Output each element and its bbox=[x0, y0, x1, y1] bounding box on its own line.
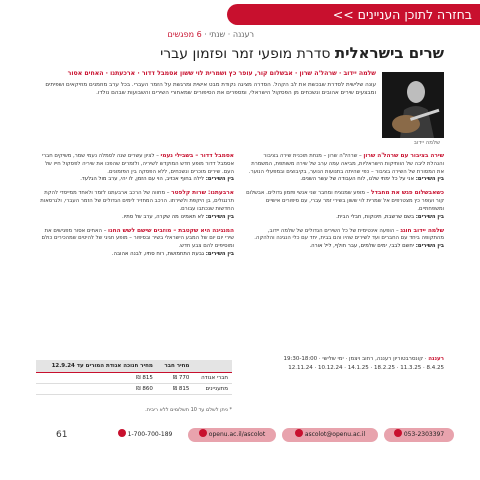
event-songs: בשם שרשבת, תינוקות, חבלי הבית. bbox=[336, 213, 415, 220]
schedule-venue: · קונסרבטוריון רעננה, רחוב ויצמן · ימי שלישי · 19:30-18:00 bbox=[283, 356, 427, 362]
intro-section bbox=[36, 70, 376, 97]
performer-photo bbox=[382, 72, 444, 138]
price-cell: חברי אגודה bbox=[193, 373, 232, 384]
back-arrows-icon: >> bbox=[332, 7, 354, 22]
price-col-header: מחיר חנוכה אגודת המורים עד 12.9.24 bbox=[36, 360, 157, 373]
phone-alt: 1-700-700-189 bbox=[127, 431, 173, 438]
whatsapp-icon bbox=[394, 429, 402, 437]
event-body: האחים אסור מפגישים את שירי יום יום של המבע הישראלי בשיר ובסיפור – מופע חגיגי של להיטים שמהכירים כולם ומוסיפים להם צבע חדש. bbox=[41, 227, 234, 250]
event-title: ארבעתנו: שרות קלפטר bbox=[171, 190, 234, 197]
price-cell: 770 ₪ bbox=[157, 373, 194, 384]
website-url: openu.ac.il/ascolot bbox=[208, 431, 266, 438]
price-col-header bbox=[193, 360, 232, 373]
event-item: כשאבשלום פגש את מחבדל – מופע שמנציח ומחבר שני אנשי פזמון גדולים. אבשלום קור ועופר כץ מצטרפים אל שמרית לוי ששון בשירי זמר עברי, עם סיפורים אישיים ומשפחתיים. בין השירים: בשם שרשבת, תינוקות, חבלי הבית. bbox=[246, 190, 444, 220]
back-to-toc-button[interactable] bbox=[227, 4, 480, 25]
table-row bbox=[36, 373, 232, 384]
event-title: אסמבל דדור – בשבילי נעמי bbox=[160, 153, 234, 159]
phone-main: 053-2303397 bbox=[403, 431, 445, 438]
event-item: אסמבל דדור – בשבילי נעמי – לציון עשרים שנה לסמלה נעמי שמר, משיקים חברי אסמבל דדור מופע חדש המוקדש לשיריה, ולזמרים שהפכו את שיריה לפסקול חייו של העם. שירים מוכרים ונשכחים, ללא הפסקה בין הפזמונים. בין השירים: לילה בחוף אכזיב, הוי עם הזמן, לו יהי, ערב מול הגלעד. bbox=[41, 153, 234, 183]
performers-list: שלמה יידוב · שרהל'ה שרון · אבשלום קור, עופר כץ ושמרית לוי ששון אסמבל דדור · ארכעתנו · האחים אסור bbox=[67, 70, 376, 77]
website-link[interactable] bbox=[188, 428, 276, 442]
schedule-city: רעננה bbox=[428, 356, 444, 362]
schedule-dates: 8.4.25 · 11.3.25 · 18.2.25 · 14.1.25 · 10.12.24 · 12.11.24 bbox=[288, 364, 444, 371]
event-songs-label: בין השירים: bbox=[415, 176, 444, 183]
event-songs: גבעת התחמושת, רוח סתיו, לבנה אהובה. bbox=[111, 251, 205, 258]
event-body: מחווה של הרכב ארבעתנו לזמר ולאחד ממייסדי להקת תרנגולים, בן היקפת ולשירתו. הרכב המחזיר לימים הגדולים של הזמר העברי, ולגרסאות החדשות שנכתבו עבורם. bbox=[40, 190, 234, 212]
intro-text: עונה שלישית לסדרת שבכשת את לב הקהל. הסדרה מציגה נקודת מבט אישית ומרגשת על הזמר העברי. בכל ערב מוזמנים מוזיקאים ושפיתים ומבצעים שירים אהובים ונשכחים מן הפסקול הישראלי, ומספרים את הסיפורים שמאחורי השירים והשבועות שבהם נולדו. bbox=[45, 81, 376, 97]
price-cell: 860 ₪ bbox=[36, 384, 157, 395]
price-note: * ניתן לשלם עד 10 תשלומים ללא ריבית. bbox=[145, 407, 232, 413]
schedule-block bbox=[244, 355, 444, 373]
series-count: 6 מפגשים bbox=[167, 30, 202, 39]
event-songs: לא תאמינו מה שקרה, ערב של סתיו. bbox=[121, 213, 205, 220]
event-songs-label: בין השירים: bbox=[205, 251, 234, 258]
price-table bbox=[36, 360, 232, 395]
events-column-left bbox=[36, 152, 234, 264]
series-tag bbox=[168, 30, 254, 39]
price-table-header bbox=[36, 360, 232, 373]
photo-caption: שלמה יידוב bbox=[413, 140, 440, 146]
phone-icon bbox=[118, 429, 126, 437]
event-songs: לילה בחוף אכזיב, הוי עם הזמן, לו יהי, ערב מול הגלעד. bbox=[80, 176, 205, 183]
event-body: שרהל'ה שרון – מנחת תוכנית שירה בציבור והנהלת ליבה של הוותיקות הישראליות, מביאה עמה ערב של שירה משותפת, המשמרת את המסורת של השירה בציבור – כפי שהיתה בתנועות הנוער, בקיבוצים ובמפעלי הנוער. bbox=[248, 153, 444, 175]
phone-alt-link[interactable] bbox=[108, 428, 182, 442]
series-location: רעננה · שנתי · bbox=[204, 30, 254, 39]
event-title: שירה בציבור עם שרהל'ה שרון bbox=[363, 153, 444, 159]
email-link[interactable] bbox=[282, 428, 378, 442]
event-body: מופע שמנציח ומחבר שני אנשי פזמון גדולים. אבשלום קור ועופר כץ מצטרפים אל שמרית לוי ששון בשירי זמר עברי, עם סיפורים אישיים ומשפחתיים. bbox=[246, 190, 444, 212]
event-title: המנגינה היא שקטבת – מוזבים שישם לשש החנו bbox=[108, 227, 234, 234]
event-songs-label: בין השירים: bbox=[415, 243, 444, 250]
guitarist-image bbox=[382, 72, 444, 138]
event-songs-label: בין השירים: bbox=[415, 213, 444, 220]
event-body: לציון עשרים שנה לסמלה נעמי שמר, משיקים חברי אסמבל דדור מופע חדש המוקדש לשיריה, ולזמרים שהפכו את שיריה לפסקול חייו של העם. שירים מוכרים ונשכחים, ללא הפסקה בין הפזמונים. bbox=[41, 153, 234, 175]
event-songs: יחשם לבבי, ימים שלמים, עבר חולף, ליל אורה. bbox=[309, 243, 415, 250]
page-number: 61 bbox=[56, 430, 68, 440]
page-title-rest: סדרת מופעי זמר ופזמון עברי bbox=[160, 46, 335, 62]
table-row bbox=[36, 384, 232, 395]
globe-icon bbox=[199, 429, 207, 437]
event-body: הופעה אינטימית של כל השירים הגדולים של שלמה יידוב, מהתקופה ביחד עם החברים ועד לשירים שהיו והם בבית, יחד עם כלי הנגינה והלהקה. bbox=[254, 227, 444, 242]
event-title: שלמה יידוב חוגג bbox=[400, 227, 444, 234]
event-item: המנגינה היא שקטבת – מוזבים שישם לשש החנו – האחים אסור מפגישים את שירי יום יום של המבע הישראלי בשיר ובסיפור – מופע חגיגי של להיטים שמהכירים כולם ומוסיפים להם צבע חדש. בין השירים: גבעת התחמושת, רוח סתיו, לבנה אהובה. bbox=[41, 227, 234, 258]
price-cell: 815 ₪ bbox=[157, 384, 194, 395]
price-cell: 815 ₪ bbox=[36, 373, 157, 384]
back-to-toc-label: בחזרה לתוכן העניינים bbox=[357, 7, 472, 22]
event-songs-label: בין השירים: bbox=[205, 176, 234, 183]
page-title-bold: שרים בישראלית bbox=[334, 44, 444, 62]
email-address: ascolot@openu.ac.il bbox=[304, 431, 366, 438]
page-title bbox=[160, 44, 444, 62]
event-item: שלמה יידוב חוגג – הופעה אינטימית של כל השירים הגדולים של שלמה יידוב, מהתקופה ביחד עם החברים ועד לשירים שהיו והם בבית, יחד עם כלי הנגינה והלהקה. בין השירים: יחשם לבבי, ימים שלמים, עבר חולף, ליל אורה. bbox=[254, 227, 444, 250]
event-item: ארבעתנו: שרות קלפטר – מחווה של הרכב ארבעתנו לזמר ולאחד ממייסדי להקת תרנגולים, בן היקפת ולשירתו. הרכב המחזיר לימים הגדולים של הזמר העברי, ולגרסאות החדשות שנכתבו עבורם. בין השירים: לא תאמינו מה שקרה, ערב של סתיו. bbox=[40, 190, 234, 220]
price-cell: מתעניינים bbox=[193, 384, 232, 395]
email-icon bbox=[295, 429, 303, 437]
event-songs: אני על כל ימתי שלנו, לוח העבודה של עשר השנים. bbox=[300, 176, 415, 183]
event-title: כשאבשלום פגש את מחבדל bbox=[370, 190, 444, 197]
events-column-right bbox=[246, 152, 444, 256]
event-songs-label: בין השירים: bbox=[205, 213, 234, 220]
price-col-header: מחיר חבר bbox=[157, 360, 194, 373]
event-item: שירה בציבור עם שרהל'ה שרון – שרהל'ה שרון – מנחת תוכנית שירה בציבור והנהלת ליבה של הוותיקות הישראליות, מביאה עמה ערב של שירה משותפת, המשמרת את המסורת של השירה בציבור – כפי שהיתה בתנועות הנוער, בקיבוצים ובמפעלי הנוער. בין השירים: אני על כל ימתי שלנו, לוח העבודה של עשר השנים. bbox=[248, 153, 444, 183]
phone-link[interactable] bbox=[384, 428, 454, 442]
contact-bar bbox=[100, 428, 454, 444]
